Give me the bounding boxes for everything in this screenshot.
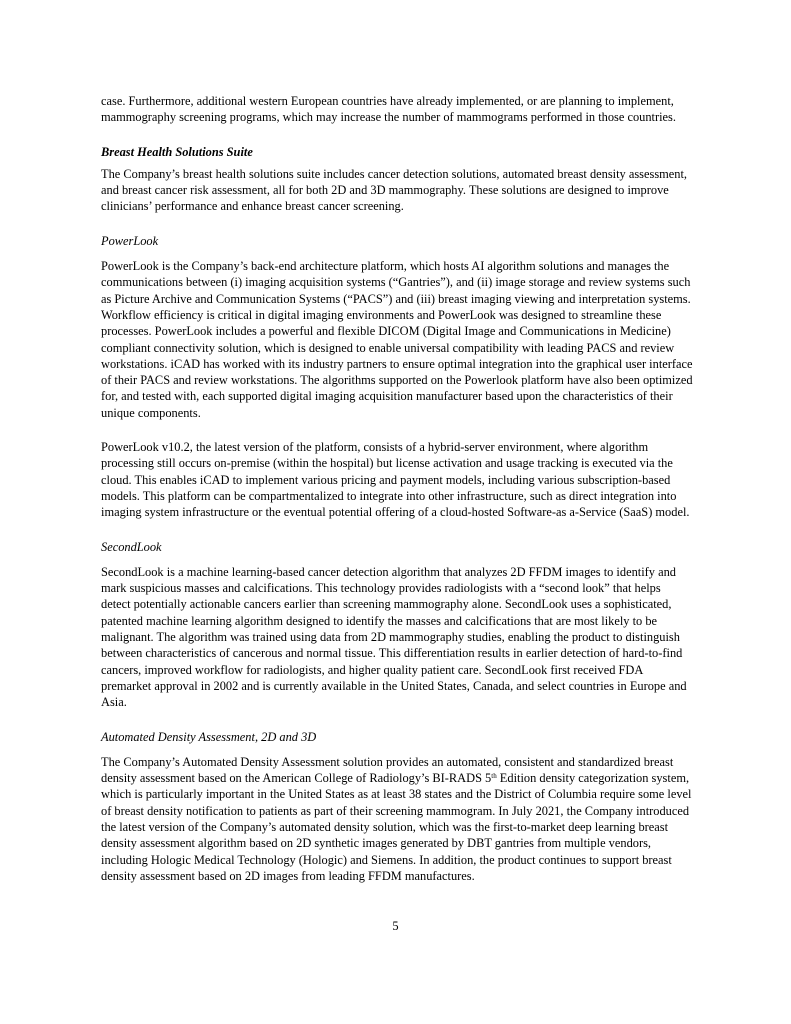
powerlook-paragraph-2: PowerLook v10.2, the latest version of the platform, consists of a hybrid-server environment, where algorithm processing still occurs on-premise (within the hospital) but license activation and usage tracking is executed via the cloud. This enables iCAD to implement various pricing and payment models, including various subscription-based models. This platform can be compartmentalized to integrate into other infrastructure, such as direct integration into imaging system infrastructure or the eventual potential offering of a cloud-hosted Software-as a-Service (SaaS) model. [101,440,690,520]
subheading-density: Automated Density Assessment, 2D and 3D [101,729,317,744]
breast-health-section [101,144,693,215]
intro-paragraph: case. Furthermore, additional western European countries have already implemented, or are planning to implement, mammography screening programs, which may increase the number of mammograms performed in those countries. [101,94,676,125]
page-body [101,93,693,884]
density-section [101,729,693,885]
powerlook-section [101,233,693,521]
density-text-end: Edition density categorization system, which is particularly important in the United States as at least 38 states and the District of Columbia require some level of breast density notification to patients as part of their screening mammogram. In July 2021, the Company introduced the latest version of the Company’s automated density solution, which was the first-to-market deep learning breast density assessment algorithm based on 2D synthetic images generated by DBT gantries from multiple vendors, including Hologic Medical Technology (Hologic) and Siemens. In addition, the product continues to support breast density assessment based on 2D images from leading FFDM manufactures. [101,771,692,883]
section-heading-breast-health: Breast Health Solutions Suite [101,144,253,159]
secondlook-paragraph: SecondLook is a machine learning-based cancer detection algorithm that analyzes 2D FFDM images to identify and mark suspicious masses and calcifications. This technology provides radiologists with a “second look” that helps detect potentially actionable cancers earlier than screening mammography alone. SecondLook uses a sophisticated, patented machine learning algorithm designed to identify the masses and calcifications that are most likely to be malignant. The algorithm was trained using data from 2D mammography studies, enabling the product to distinguish between characteristics of cancerous and normal tissue. This differentiation results in earlier detection of hard-to-find cancers, improved workflow for radiologists, and higher quality patient care. SecondLook first received FDA premarket approval in 2002 and is currently available in the United States, Canada, and select countries in Europe and Asia. [101,564,687,710]
subheading-powerlook: PowerLook [101,233,159,248]
edition-superscript: th [491,772,497,781]
subheading-secondlook: SecondLook [101,539,162,554]
secondlook-section [101,539,693,711]
density-text-start: The Company’s Automated Density Assessment solution provides an automated, consistent and standardized breast density assessment based on the American College of Radiology’s BI-RADS 5 [101,754,674,786]
powerlook-paragraph-1: PowerLook is the Company’s back-end architecture platform, which hosts AI algorithm solutions and manages the communications between (i) imaging acquisition systems (“Gantries”), and (ii) image storage and review systems such as Picture Archive and Communication Systems (“PACS”) and (iii) breast imaging viewing and interpretation systems. Workflow efficiency is critical in digital imaging environments and PowerLook was designed to streamline these processes. PowerLook includes a powerful and flexible DICOM (Digital Image and Communications in Medicine) compliant connectivity solution, which is designed to enable universal compatibility with leading PACS and review workstations. iCAD has worked with its industry partners to ensure optimal integration into the graphical user interface of their PACS and review workstations. The algorithms supported on the Powerlook platform have also been optimized for, and tested with, each supported digital imaging acquisition manufacturer based upon the characteristics of their unique components. [101,259,693,420]
density-paragraph [101,754,693,884]
page-number: 5 [392,919,399,933]
breast-health-paragraph: The Company’s breast health solutions suite includes cancer detection solutions, automated breast density assessment, and breast cancer risk assessment, all for both 2D and 3D mammography. These solutions are designed to improve clinicians’ performance and enhance breast cancer screening. [101,166,688,214]
